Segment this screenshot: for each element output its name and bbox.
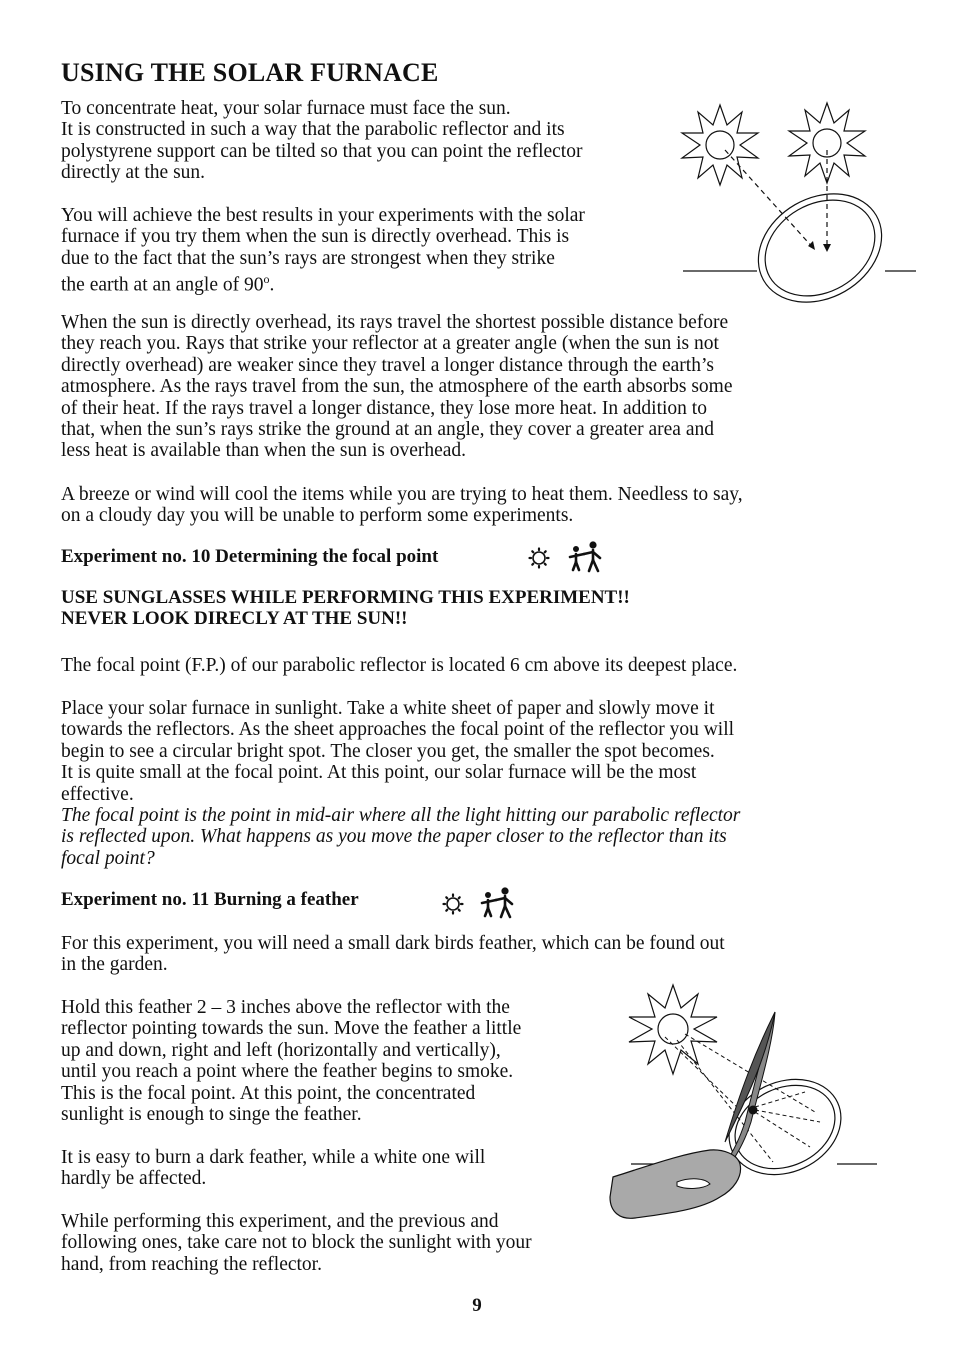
text-line: reflector pointing towards the sun. Move the feather a little: [61, 1018, 522, 1040]
text-line: in the garden.: [61, 954, 168, 976]
hand: [610, 1150, 741, 1218]
sun-small-icon: [442, 893, 464, 915]
dark-feather-paragraph: [61, 1147, 485, 1190]
text-line: on a cloudy day you will be unable to perform some experiments.: [61, 505, 574, 527]
text-line: polystyrene support can be tilted so that you can point the reflector: [61, 140, 583, 162]
arrow-head: [823, 244, 831, 252]
hold-feather-paragraph: [61, 997, 521, 1125]
adult-child-icon: [478, 887, 516, 919]
text-line: When the sun is directly overhead, its rays travel the shortest possible distance before: [61, 312, 729, 333]
breeze-paragraph: [61, 484, 743, 527]
exp11-heading: Experiment no. 11 Burning a feather: [61, 889, 359, 910]
text-line: You will achieve the best results in your experiments with the solar: [61, 205, 585, 226]
warning-line: USE SUNGLASSES WHILE PERFORMING THIS EXPERIMENT!!: [61, 587, 630, 608]
degree-superscript: o: [263, 272, 270, 287]
text-line: less heat is available than when the sun is overhead.: [61, 440, 467, 462]
best-results-paragraph: [61, 205, 585, 296]
text-line: effective.: [61, 783, 134, 805]
text-line: hand, from reaching the reflector.: [61, 1253, 322, 1275]
text-line: begin to see a circular bright spot. The closer you get, the smaller the spot becomes.: [61, 740, 715, 762]
text-line: of their heat. If the rays travel a longer distance, they lose more heat. In addition to: [61, 397, 707, 419]
arrow-head: [808, 241, 815, 250]
text-line: A breeze or wind will cool the items while you are trying to heat them. Needless to say,: [61, 484, 743, 505]
text-line: This is the focal point. At this point, the concentrated: [61, 1082, 476, 1104]
text-line: It is constructed in such a way that the parabolic reflector and its: [61, 119, 565, 141]
text-line: due to the fact that the sun’s rays are strongest when they strike: [61, 247, 555, 269]
need-feather-paragraph: [61, 933, 725, 976]
sun-rays: [629, 985, 717, 1074]
text-line: they reach you. Rays that strike your reflector at a greater angle (when the sun is not: [61, 333, 719, 355]
text-fragment: .: [269, 274, 275, 296]
text-line: The focal point (F.P.) of our parabolic reflector is located 6 cm above its deepest place.: [61, 655, 738, 676]
angled-ray: [725, 150, 815, 250]
place-paragraph: [61, 698, 740, 869]
text-line: furnace if you try them when the sun is directly overhead. This is: [61, 226, 570, 248]
text-line: hardly be affected.: [61, 1168, 207, 1190]
text-line: up and down, right and left (horizontally and vertically),: [61, 1039, 501, 1061]
sun-circle: [658, 1014, 688, 1044]
text-line: following ones, take care not to block the sunlight with your: [61, 1232, 532, 1254]
feather-burning-diagram: [605, 982, 880, 1222]
overhead-paragraph: [61, 312, 732, 462]
sun-angle-diagram: [680, 100, 920, 300]
italic-line: focal point?: [61, 847, 155, 869]
text-fragment: the earth at an angle of 90: [61, 274, 264, 296]
focal-point-paragraph: [61, 655, 737, 676]
text-line: that, when the sun’s rays strike the ground at an angle, they cover a greater area and: [61, 419, 714, 441]
text-line: [61, 269, 585, 296]
intro-paragraph: [61, 98, 582, 184]
text-line: It is easy to burn a dark feather, while a white one will: [61, 1147, 486, 1168]
text-line: While performing this experiment, and the previous and: [61, 1211, 499, 1232]
warning-line: NEVER LOOK DIRECLY AT THE SUN!!: [61, 608, 408, 630]
caution-paragraph: [61, 1211, 532, 1275]
text-line: until you reach a point where the feather begins to smoke.: [61, 1061, 514, 1083]
sunglasses-warning: [61, 587, 630, 630]
sun-left-rays: [682, 105, 758, 185]
italic-line: is reflected upon. What happens as you move the paper closer to the reflector than its: [61, 826, 727, 848]
text-line: sunlight is enough to singe the feather.: [61, 1104, 362, 1126]
text-line: It is quite small at the focal point. At this point, our solar furnace will be the most: [61, 762, 697, 784]
page-title: USING THE SOLAR FURNACE: [61, 58, 439, 87]
earth-outer: [739, 172, 902, 324]
earth-inner: [748, 181, 892, 315]
page-number: 9: [472, 1295, 482, 1316]
text-line: Place your solar furnace in sunlight. Take a white sheet of paper and slowly move it: [61, 698, 715, 719]
text-line: Hold this feather 2 – 3 inches above the reflector with the: [61, 997, 510, 1018]
text-line: directly at the sun.: [61, 162, 206, 184]
text-line: towards the reflectors. As the sheet approaches the focal point of the reflector you will: [61, 719, 735, 741]
italic-line: The focal point is the point in mid-air where all the light hitting our parabolic reflector: [61, 805, 741, 827]
text-line: For this experiment, you will need a small dark birds feather, which can be found out: [61, 933, 725, 954]
text-line: directly overhead) are weaker since they travel a longer distance through the earth’s: [61, 354, 714, 376]
sun-small-icon: [528, 547, 550, 569]
sun-left-circle: [706, 131, 734, 159]
exp10-heading: Experiment no. 10 Determining the focal point: [61, 546, 439, 567]
adult-child-icon: [566, 541, 604, 573]
text-line: To concentrate heat, your solar furnace must face the sun.: [61, 98, 511, 119]
text-line: atmosphere. As the rays travel from the sun, the atmosphere of the earth absorbs some: [61, 376, 733, 398]
